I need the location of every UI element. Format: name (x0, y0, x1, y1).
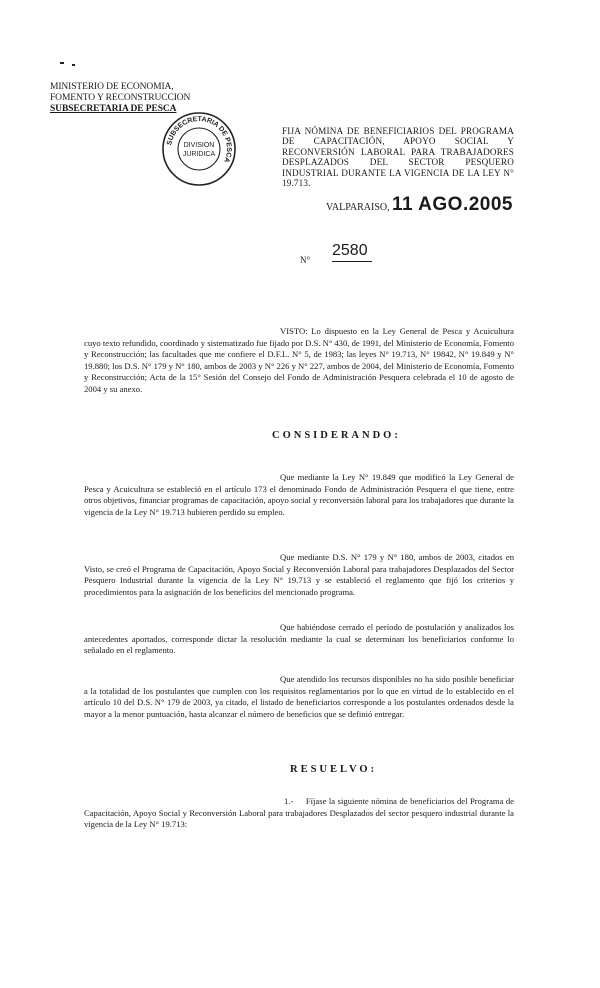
considerando-paragraph-2 (84, 552, 514, 598)
visto-paragraph (84, 326, 514, 395)
resolution-number: 2580 (332, 242, 372, 262)
resuelvo-item-1 (84, 796, 514, 831)
resuelvo-heading: RESUELVO: (290, 764, 378, 775)
visto-label: VISTO: (280, 326, 308, 336)
considerando-text-2: Que mediante D.S. N° 179 y N° 180, ambos de 2003, citados en Visto, se creó el Programa de Capacitación, Apoyo Social y Reconversión Laboral para trabajadores Desplazados del Sector Pesquero Industrial durante la vigencia de la Ley N° 19.713 y se estableció el reglamento que fijó los criterios y procedimientos para la asignación de los beneficios del mencionado programa. (84, 552, 514, 597)
considerando-paragraph-3 (84, 622, 514, 657)
seal-icon (160, 110, 238, 188)
seal-ring-text: SUBSECRETARIA DE PESCA (166, 115, 233, 164)
considerando-paragraph-4 (84, 674, 514, 720)
considerando-heading: CONSIDERANDO: (272, 430, 401, 441)
seal-center-line1: DIVISION (183, 142, 215, 149)
visto-text: Lo dispuesto en la Ley General de Pesca y Acuicultura cuyo texto refundido, coordinado y sistematizado fue fijado por D.S. N° 430, de 1991, del Ministerio de Economía, Fomento y Reconstrucción; las facultades que me confiere el D.F.L. N° 5, de 1983; las leyes N° 19.713, N° 19842, N° 19.849 y N° 19.880; los D.S. N° 179 y N° 180, ambos de 2003 y N° 226 y N° 227, ambos de 2004, del Ministerio de Economía, Fomento y Reconstrucción; Acta de la 15° Sesión del Consejo del Fondo de Administración Pesquera celebrada el 10 de agosto de 2004 y su anexo. (84, 326, 514, 394)
date-stamp: 11 AGO.2005 (392, 194, 513, 215)
resuelvo-item-text: Fíjase la siguiente nómina de beneficiarios del Programa de Capacitación, Apoyo Social y Reconversión Laboral para trabajadores Desplazados del sector pesquero industrial durante la vigencia de la Ley N° 19.713: (84, 796, 514, 829)
considerando-text-4: Que atendido los recursos disponibles no ha sido posible beneficiar a la totalidad de los postulantes que cumplen con los requisitos reglamentarios por lo que en virtud de lo establecido en el artículo 10 del D.S. N° 179 de 2003, ya citado, el listado de beneficiarios corresponde a los postulantes ordenados desde la mayor a la menor puntuación, hasta alcanzar el número de beneficios que se definió entregar. (84, 674, 514, 719)
resuelvo-item-number: 1.- (284, 796, 294, 806)
ministry-name: MINISTERIO DE ECONOMIA, (50, 82, 174, 92)
number-label: N° (300, 255, 311, 265)
considerando-text-3: Que habiéndose cerrado el período de postulación y analizados los antecedentes aportados, corresponde dictar la resolución mediante la cual se determinan los beneficiarios conforme lo señalado en el reglamento. (84, 622, 514, 655)
resolution-title: FIJA NÓMINA DE BENEFICIARIOS DEL PROGRAMA DE CAPACITACIÓN, APOYO SOCIAL Y RECONVERSIÓN LABORAL PARA TRABAJADORES DESPLAZADOS DEL SECTOR PESQUERO INDUSTRIAL DURANTE LA VIGENCIA DE LA LEY N° 19.713. (282, 126, 514, 189)
considerando-paragraph-1 (84, 472, 514, 518)
scan-speck (60, 62, 64, 64)
place-label: VALPARAISO, (326, 202, 390, 213)
considerando-text-1: Que mediante la Ley N° 19.849 que modificó la Ley General de Pesca y Acuicultura se estableció en el artículo 173 el denominado Fondo de Administración Pesquera el que tiene, entre otros objetivos, financiar programas de capacitación, apoyo social y reconversión laboral para los trabajadores que durante la vigencia de la Ley N° 19.713 hubieren perdido su empleo. (84, 472, 514, 517)
official-seal (160, 110, 238, 188)
seal-center-line2: JURIDICA (182, 151, 216, 158)
ministry-subname: FOMENTO Y RECONSTRUCCION (50, 93, 191, 103)
scan-speck (72, 64, 75, 66)
subsecretaria-name: SUBSECRETARIA DE PESCA (50, 104, 177, 114)
